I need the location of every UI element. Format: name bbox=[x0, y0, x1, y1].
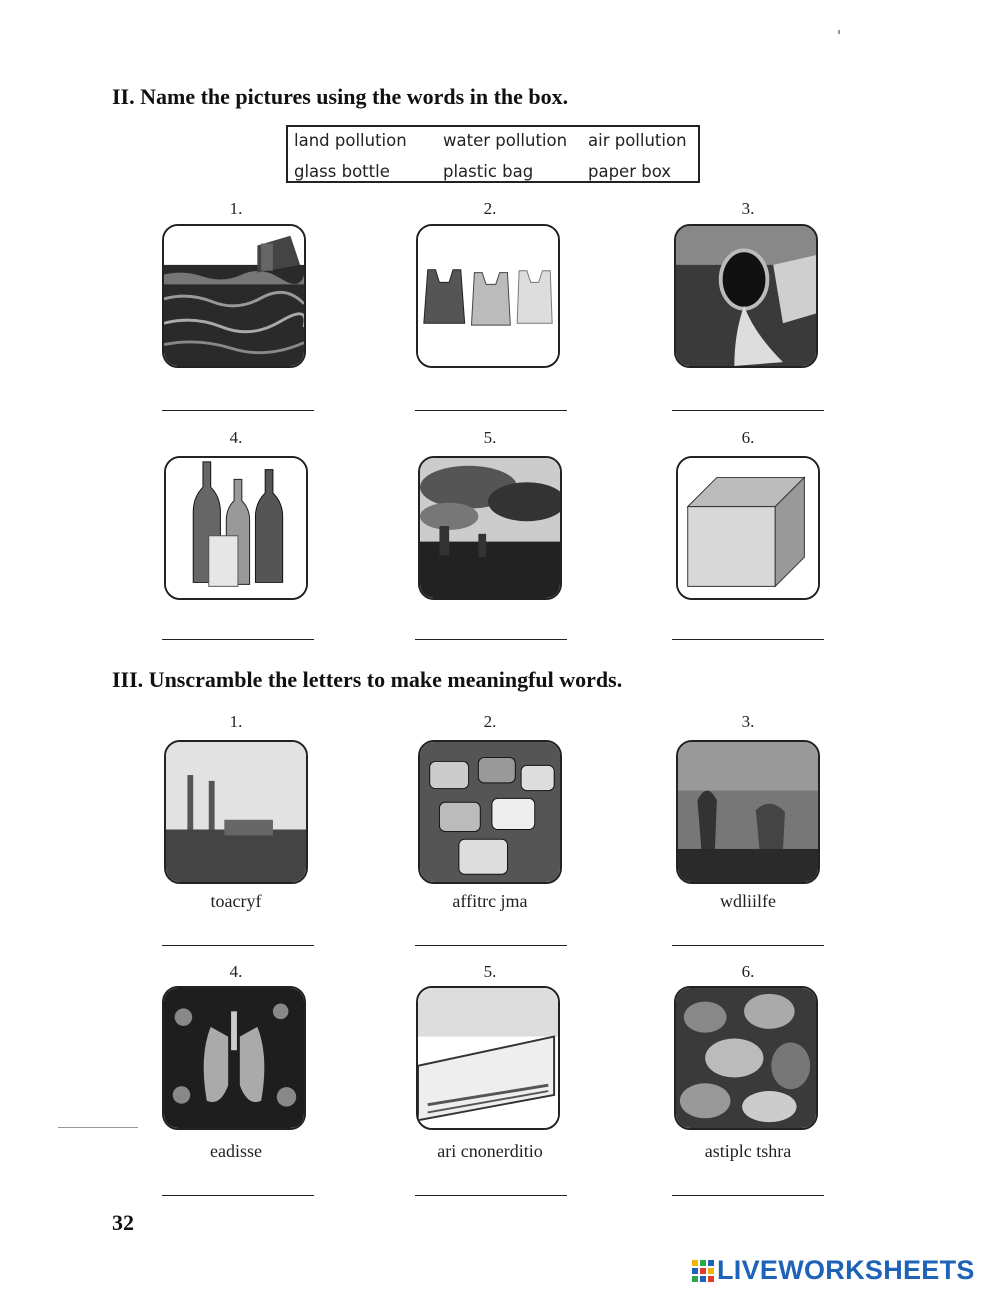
disease-picture bbox=[162, 986, 306, 1130]
scrambled-word: wdliilfe bbox=[720, 891, 776, 911]
answer-field[interactable] bbox=[415, 1175, 567, 1196]
page-number: 32 bbox=[112, 1210, 134, 1235]
item-number: 1. bbox=[229, 712, 243, 731]
word-option: water pollution bbox=[443, 131, 568, 150]
answer-field[interactable] bbox=[162, 390, 314, 411]
water-pollution-picture bbox=[674, 224, 818, 368]
item-number: 5. bbox=[483, 428, 497, 447]
word-option: paper box bbox=[588, 162, 672, 181]
item-number: 4. bbox=[229, 428, 243, 447]
answer-field[interactable] bbox=[415, 390, 567, 411]
answer-field[interactable] bbox=[162, 925, 314, 946]
wildlife-picture bbox=[676, 740, 820, 884]
item-number: 1. bbox=[229, 199, 243, 218]
item-number: 2. bbox=[483, 199, 497, 218]
scan-mark bbox=[838, 30, 840, 34]
scan-mark bbox=[58, 1127, 138, 1128]
answer-field[interactable] bbox=[672, 619, 824, 640]
answer-field[interactable] bbox=[415, 619, 567, 640]
land-pollution-picture bbox=[162, 224, 306, 368]
answer-field[interactable] bbox=[672, 1175, 824, 1196]
traffic-jam-picture bbox=[418, 740, 562, 884]
word-option: land pollution bbox=[294, 131, 407, 150]
scrambled-word: eadisse bbox=[210, 1141, 262, 1161]
word-option: plastic bag bbox=[443, 162, 534, 181]
scrambled-word: affitrc jma bbox=[452, 891, 528, 911]
air-pollution-picture bbox=[418, 456, 562, 600]
logo-text: LIVEWORKSHEETS bbox=[717, 1255, 975, 1285]
item-number: 2. bbox=[483, 712, 497, 731]
answer-field[interactable] bbox=[672, 925, 824, 946]
plastic-bags-picture bbox=[416, 224, 560, 368]
section-2-heading: II. Name the pictures using the words in the box. bbox=[112, 84, 569, 109]
scrambled-word: ari cnonerditio bbox=[437, 1141, 543, 1161]
section-3-heading: III. Unscramble the letters to make meaningful words. bbox=[112, 667, 623, 692]
item-number: 5. bbox=[483, 962, 497, 981]
liveworksheets-logo[interactable] bbox=[692, 1255, 975, 1286]
item-number: 3. bbox=[741, 199, 755, 218]
answer-field[interactable] bbox=[162, 1175, 314, 1196]
word-option: air pollution bbox=[588, 131, 687, 150]
factory-picture bbox=[164, 740, 308, 884]
glass-bottles-picture bbox=[164, 456, 308, 600]
word-box bbox=[286, 125, 700, 183]
paper-box-picture bbox=[676, 456, 820, 600]
answer-field[interactable] bbox=[162, 619, 314, 640]
item-number: 3. bbox=[741, 712, 755, 731]
logo-grid-icon bbox=[692, 1260, 714, 1282]
scrambled-word: astiplc tshra bbox=[704, 1141, 792, 1161]
answer-field[interactable] bbox=[415, 925, 567, 946]
item-number: 6. bbox=[741, 962, 755, 981]
answer-field[interactable] bbox=[672, 390, 824, 411]
scrambled-word: toacryf bbox=[210, 891, 262, 911]
plastic-trash-picture bbox=[674, 986, 818, 1130]
item-number: 6. bbox=[741, 428, 755, 447]
item-number: 4. bbox=[229, 962, 243, 981]
word-option: glass bottle bbox=[294, 162, 390, 181]
air-conditioner-picture bbox=[416, 986, 560, 1130]
